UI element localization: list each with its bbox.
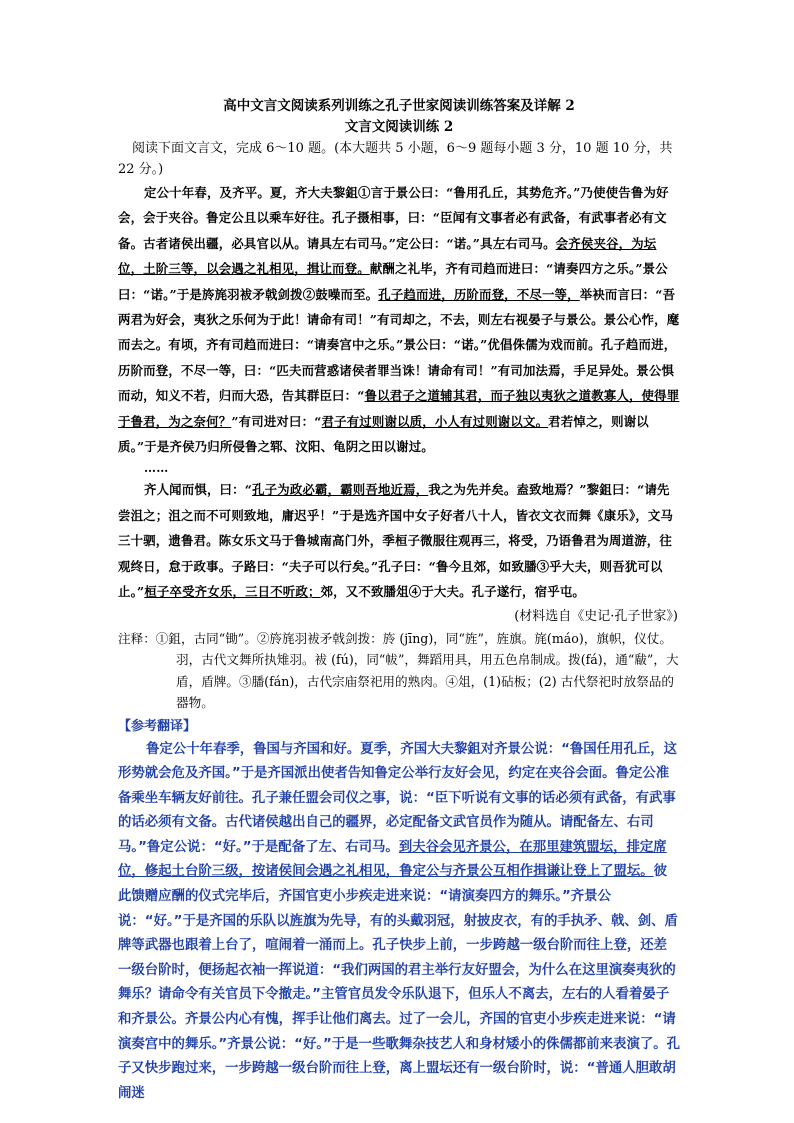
translation-segment: 鲁定公十年春季，鲁国与齐国和好。夏季，齐国大夫黎鉏对齐景公说：“鲁国任用孔丘，这形势就会危及齐国。”于是齐国派出使者告知鲁定公举行友好会见，约定在夹谷会面。鲁定公准备乘坐车辆友好前往。孔子兼任盟会司仪之事，说：“臣下听说有文事的话必须有武备，有武事的话必须有文备。古代诸侯越出自己的疆界，必定配备文武官员作为随从。请配备左、右司马。”鲁定公说：“好。”于是配备了左、右司马。 (118, 741, 678, 855)
source-citation: (材料选自《史记·孔子世家》) (514, 608, 678, 624)
passage-segment: ”有司进对曰：“ (231, 413, 322, 429)
passage (118, 180, 680, 605)
underlined-segment: 孔子为政必霸，霸则吾地近焉， (252, 482, 429, 498)
passage-segment: 举袂而言曰：“吾两君为好会，夷狄之乐何为于此！请命有司！”有司却之，不去，则左右视晏子与景公。景公心怍，麾而去之。有顷，齐有司趋而进曰：“请奏宫中之乐。”景公曰：“诺。”优倡侏儒为戏而前。孔子趋而进，历阶而登，不尽一等，曰：“匹夫而营惑诸侯者罪当诛！请命有司！”有司加法焉，手足异处。景公惧而动，知义不若，归而大恐，告其群臣曰：“ (118, 286, 680, 404)
instructions-text: 阅读下面文言文，完成 6～10 题。(本大题共 5 小题，6～9 题每小题 3 分，10 题 10 分，共 22 分。) (118, 141, 673, 177)
translation-segment: 彼此馈赠应酬的仪式完毕后，齐国官吏小步疾走进来说：“请演奏四方的舞乐。”齐景公说：“好。”于是齐国的乐队以旌旗为先导，有的头戴羽冠，射披皮衣，有的手执矛、戟、剑、盾牌等武器也跟着上台了，喧闹着一涌而上。孔子快步上前，一步跨越一级台阶而往上登，还差一级台阶时，便扬起衣袖一挥说道：“我们两国的君主举行友好盟会，为什么在这里演奏夷狄的舞乐？请命令有关官员下令撤走。”主管官员发令乐队退下，但乐人不离去，左右的人看着晏子和齐景公。齐景公内心有愧，挥手让他们离去。过了一会儿，齐国的官吏小步疾走进来说：“请演奏宫中的舞乐。”齐景公说：“好。”于是一些歌舞杂技艺人和身材矮小的侏儒都前来表演了。孔子又快步跑过来，一步跨越一级台阶而往上登，离上盟坛还有一级台阶时，说：“普通人胆敢胡闹迷 (118, 864, 681, 1101)
underlined-segment: 桓子卒受齐女乐，三日不听政； (144, 584, 321, 600)
answer-heading: 【参考翻译】 (118, 718, 197, 734)
passage-segment: 我之为先并矣。盍致地焉？”黎鉏曰：“请先尝沮之；沮之而不可则致地，庸迟乎！”于是选齐国中女子好者八十人，皆衣文衣而舞《康乐》，文马三十驷，遗鲁君。陈女乐文马于鲁城南高门外，季桓子微服往观再三，将受，乃语鲁君为周道游，往观终日，怠于政事。子路曰：“夫子可以行矣。”孔子曰：“鲁今且郊，如致膰③乎大夫，则吾犹可以止。” (118, 482, 674, 600)
passage-paragraph-2 (118, 477, 680, 604)
underlined-segment: 君子有过则谢以质，小人有过则谢以文。 (321, 413, 549, 429)
annotations: 注释：①鉏，古同“锄”。②旍旄羽袚矛戟剑拨：旍 (jīng)，同“旌”，旌旗。旄(máo)，旗帜，仪仗。羽，古代文舞所执雉羽。袚 (fú)，同“帗”，舞蹈用具，用五色帛制成。拨(fá)，通“瞂”，大盾，盾牌。③膰(fán)，古代宗庙祭祀用的熟肉。④俎，(1)砧板；(2) 古代祭祀时放祭品的器物。 (118, 630, 679, 710)
passage-segment: 郊，又不致膰俎④于大夫。孔子遂行，宿乎屯。 (320, 584, 585, 600)
passage-segment: 君若悼之，则谢以质。”于是齐侯乃归所侵鲁之郓、汶阳、龟阴之田以谢过。 (118, 413, 649, 455)
underlined-translation: 到夫谷会见齐景公，在那里建筑盟坛，排定席位，修起土台阶三级，按诸侯间会遇之礼相见，鲁定公与齐景公互相作揖谦让登上了盟坛。 (118, 839, 667, 880)
document-title: 高中文言文阅读系列训练之孔子世家阅读训练答案及详解 2 (223, 98, 575, 114)
document-page (118, 96, 680, 1106)
underlined-segment: 孔子趋而进，历阶而登，不尽一等， (378, 286, 580, 302)
document-subtitle: 文言文阅读训练 2 (344, 119, 454, 135)
passage-segment: 定公十年春，及齐平。夏，齐大夫黎鉏①言于景公曰：“鲁用孔丘，其势危齐。”乃使使告鲁为好会，会于夹谷。鲁定公且以乘车好往。孔子摄相事，曰：“臣闻有文事者必有武备，有武事者必有文备。古者诸侯出疆，必具官以从。请具左右司马。”定公曰：“诺。”具左右司马。 (118, 185, 669, 251)
passage-segment: 齐人闻而惧，曰：“ (144, 482, 253, 498)
translation-paragraph (118, 738, 680, 1107)
underlined-segment: 鲁以君子之道辅其君，而子独以夷狄之道教寡人，使得罪于鲁君，为之奈何？ (118, 388, 680, 429)
ellipsis: …… (144, 461, 169, 476)
passage-paragraph-1 (118, 180, 680, 459)
underlined-segment: 会齐侯夹谷，为坛位，土阶三等，以会遇之礼相见，揖让而登。 (118, 235, 657, 277)
passage-segment: 献酬之礼毕，齐有司趋而进曰：“请奏四方之乐。”景公曰：“诺。”于是旍旄羽袚矛戟剑拨②鼓噪而至。 (118, 261, 668, 302)
